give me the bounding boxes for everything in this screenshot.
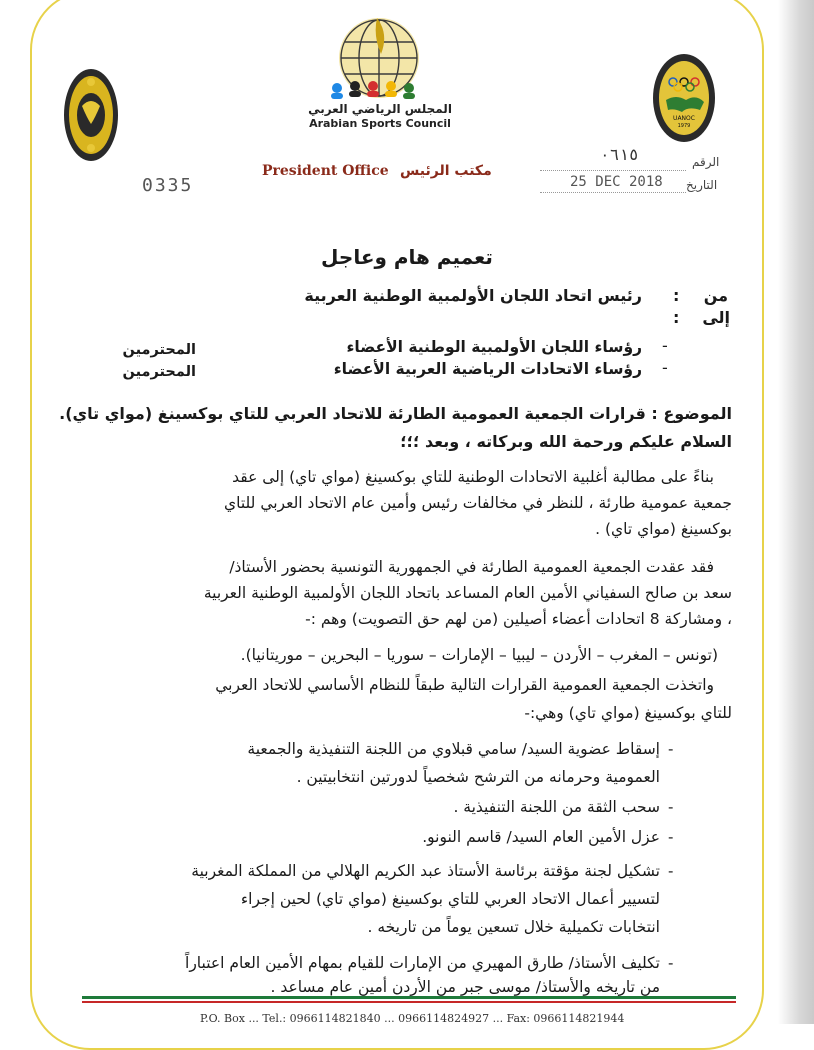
- reference-label: الرقم: [692, 155, 720, 169]
- office-title-english: President Office: [262, 163, 389, 179]
- incoming-stamp-number: 0335: [142, 175, 194, 196]
- paragraph-1-line-1: بناءً على مطالبة أغلبية الاتحادات الوطنية للتاي بوكسينغ (مواي تاي) إلى عقد: [232, 468, 714, 486]
- paragraph-2-line-2: سعد بن صالح السفياني الأمين العام المساعد باتحاد اللجان الأولمبية الوطنية العربية: [203, 584, 732, 602]
- date-dotted-line: [540, 192, 686, 193]
- recipient-1-honorific: المحترمين: [122, 342, 196, 358]
- page-title: تعميم هام وعاجل: [321, 245, 493, 269]
- council-name-english: Arabian Sports Council: [309, 117, 451, 130]
- decision-5-line-2: من تاريخه والأستاذ/ موسى جبر من الأردن أمين عام مساعد .: [270, 978, 660, 996]
- date-label: التاريخ: [686, 178, 718, 192]
- recipient-1-name: رؤساء اللجان الأولمبية الوطنية الأعضاء: [346, 338, 642, 356]
- paragraph-1-line-2: جمعية عمومية طارئة ، للنظر في مخالفات رئيس وأمين عام الاتحاد العربي للتاي: [224, 494, 732, 512]
- decision-3-line-1: عزل الأمين العام السيد/ قاسم النونو.: [422, 828, 660, 846]
- date-value: 25 DEC 2018: [570, 174, 663, 190]
- decision-2-line-1: سحب الثقة من اللجنة التنفيذية .: [453, 798, 660, 816]
- reference-value: ٠٦١٥: [600, 145, 639, 164]
- to-colon: :: [673, 308, 680, 327]
- decision-3-dash: -: [668, 828, 674, 846]
- footer-red-rule: [82, 1001, 736, 1003]
- reference-dotted-line: [540, 170, 686, 171]
- decision-5-dash: -: [668, 954, 674, 972]
- recipient-2-honorific: المحترمين: [122, 364, 196, 380]
- decision-2-dash: -: [668, 798, 674, 816]
- paragraph-2-line-1: فقد عقدت الجمعية العمومية الطارئة في الجمهورية التونسية بحضور الأستاذ/: [229, 558, 714, 576]
- uanoc-emblem-icon: [652, 52, 716, 144]
- uanoc-label: UANOC: [673, 115, 695, 122]
- recipient-2-dash: -: [662, 358, 668, 377]
- greeting-line: السلام عليكم ورحمة الله وبركاته ، وبعد ؛؛؛: [400, 432, 732, 451]
- decision-1-line-1: إسقاط عضوية السيد/ سامي قبلاوي من اللجنة التنفيذية والجمعية: [247, 740, 660, 758]
- footer-contact: P.O. Box ... Tel.: 0966114821840 ... 0966114824927 ... Fax: 0966114821944: [200, 1012, 625, 1025]
- from-colon: :: [673, 286, 680, 305]
- from-label: من: [703, 286, 728, 305]
- paragraph-2-line-4: (تونس – المغرب – الأردن – ليبيا – الإمارات – سوريا – البحرين – موريتانيا).: [240, 646, 718, 664]
- paragraph-2-line-3: ، ومشاركة 8 اتحادات أعضاء أصيلين (من لهم حق التصويت) وهم :-: [305, 610, 732, 628]
- paragraph-1-line-3: بوكسينغ (مواي تاي) .: [595, 520, 732, 538]
- footer-green-rule: [82, 996, 736, 999]
- decision-4-line-3: انتخابات تكميلية خلال تسعين يوماً من تاريخه .: [367, 918, 660, 936]
- decision-4-line-1: تشكيل لجنة مؤقتة برئاسة الأستاذ عبد الكريم الهلالي من المملكة المغربية: [191, 862, 660, 880]
- scan-edge-shadow: [778, 0, 814, 1024]
- office-title-arabic: مكتب الرئيس: [400, 163, 492, 179]
- recipient-1-dash: -: [662, 336, 668, 355]
- uanoc-year: 1979: [677, 123, 691, 129]
- decision-1-line-2: العمومية وحرمانه من الترشح شخصياً لدورتين انتخابيتين .: [296, 768, 660, 786]
- left-emblem-icon: [62, 66, 120, 164]
- paragraph-3-line-2: للتاي بوكسينغ (مواي تاي) وهي:-: [524, 704, 732, 722]
- decision-4-dash: -: [668, 862, 674, 880]
- recipient-2-name: رؤساء الاتحادات الرياضية العربية الأعضاء: [333, 360, 642, 378]
- council-name-arabic: المجلس الرياضي العربي: [308, 102, 452, 116]
- from-value: رئيس اتحاد اللجان الأولمبية الوطنية العربية: [304, 286, 642, 305]
- decision-4-line-2: لتسيير أعمال الاتحاد العربي للتاي بوكسينغ (مواي تاي) لحين إجراء: [240, 890, 660, 908]
- subject-line: الموضوع : قرارات الجمعية العمومية الطارئة للاتحاد العربي للتاي بوكسينغ (مواي تاي).: [59, 404, 732, 423]
- paragraph-3-line-1: واتخذت الجمعية العمومية القرارات التالية طبقاً للنظام الأساسي للاتحاد العربي: [215, 676, 714, 694]
- decision-5-line-1: تكليف الأستاذ/ طارق المهيري من الإمارات للقيام بمهام الأمين العام اعتباراً: [185, 954, 660, 972]
- to-label: إلى: [702, 308, 730, 327]
- decision-1-dash: -: [668, 740, 674, 758]
- arabian-sports-council-logo-icon: [315, 14, 439, 106]
